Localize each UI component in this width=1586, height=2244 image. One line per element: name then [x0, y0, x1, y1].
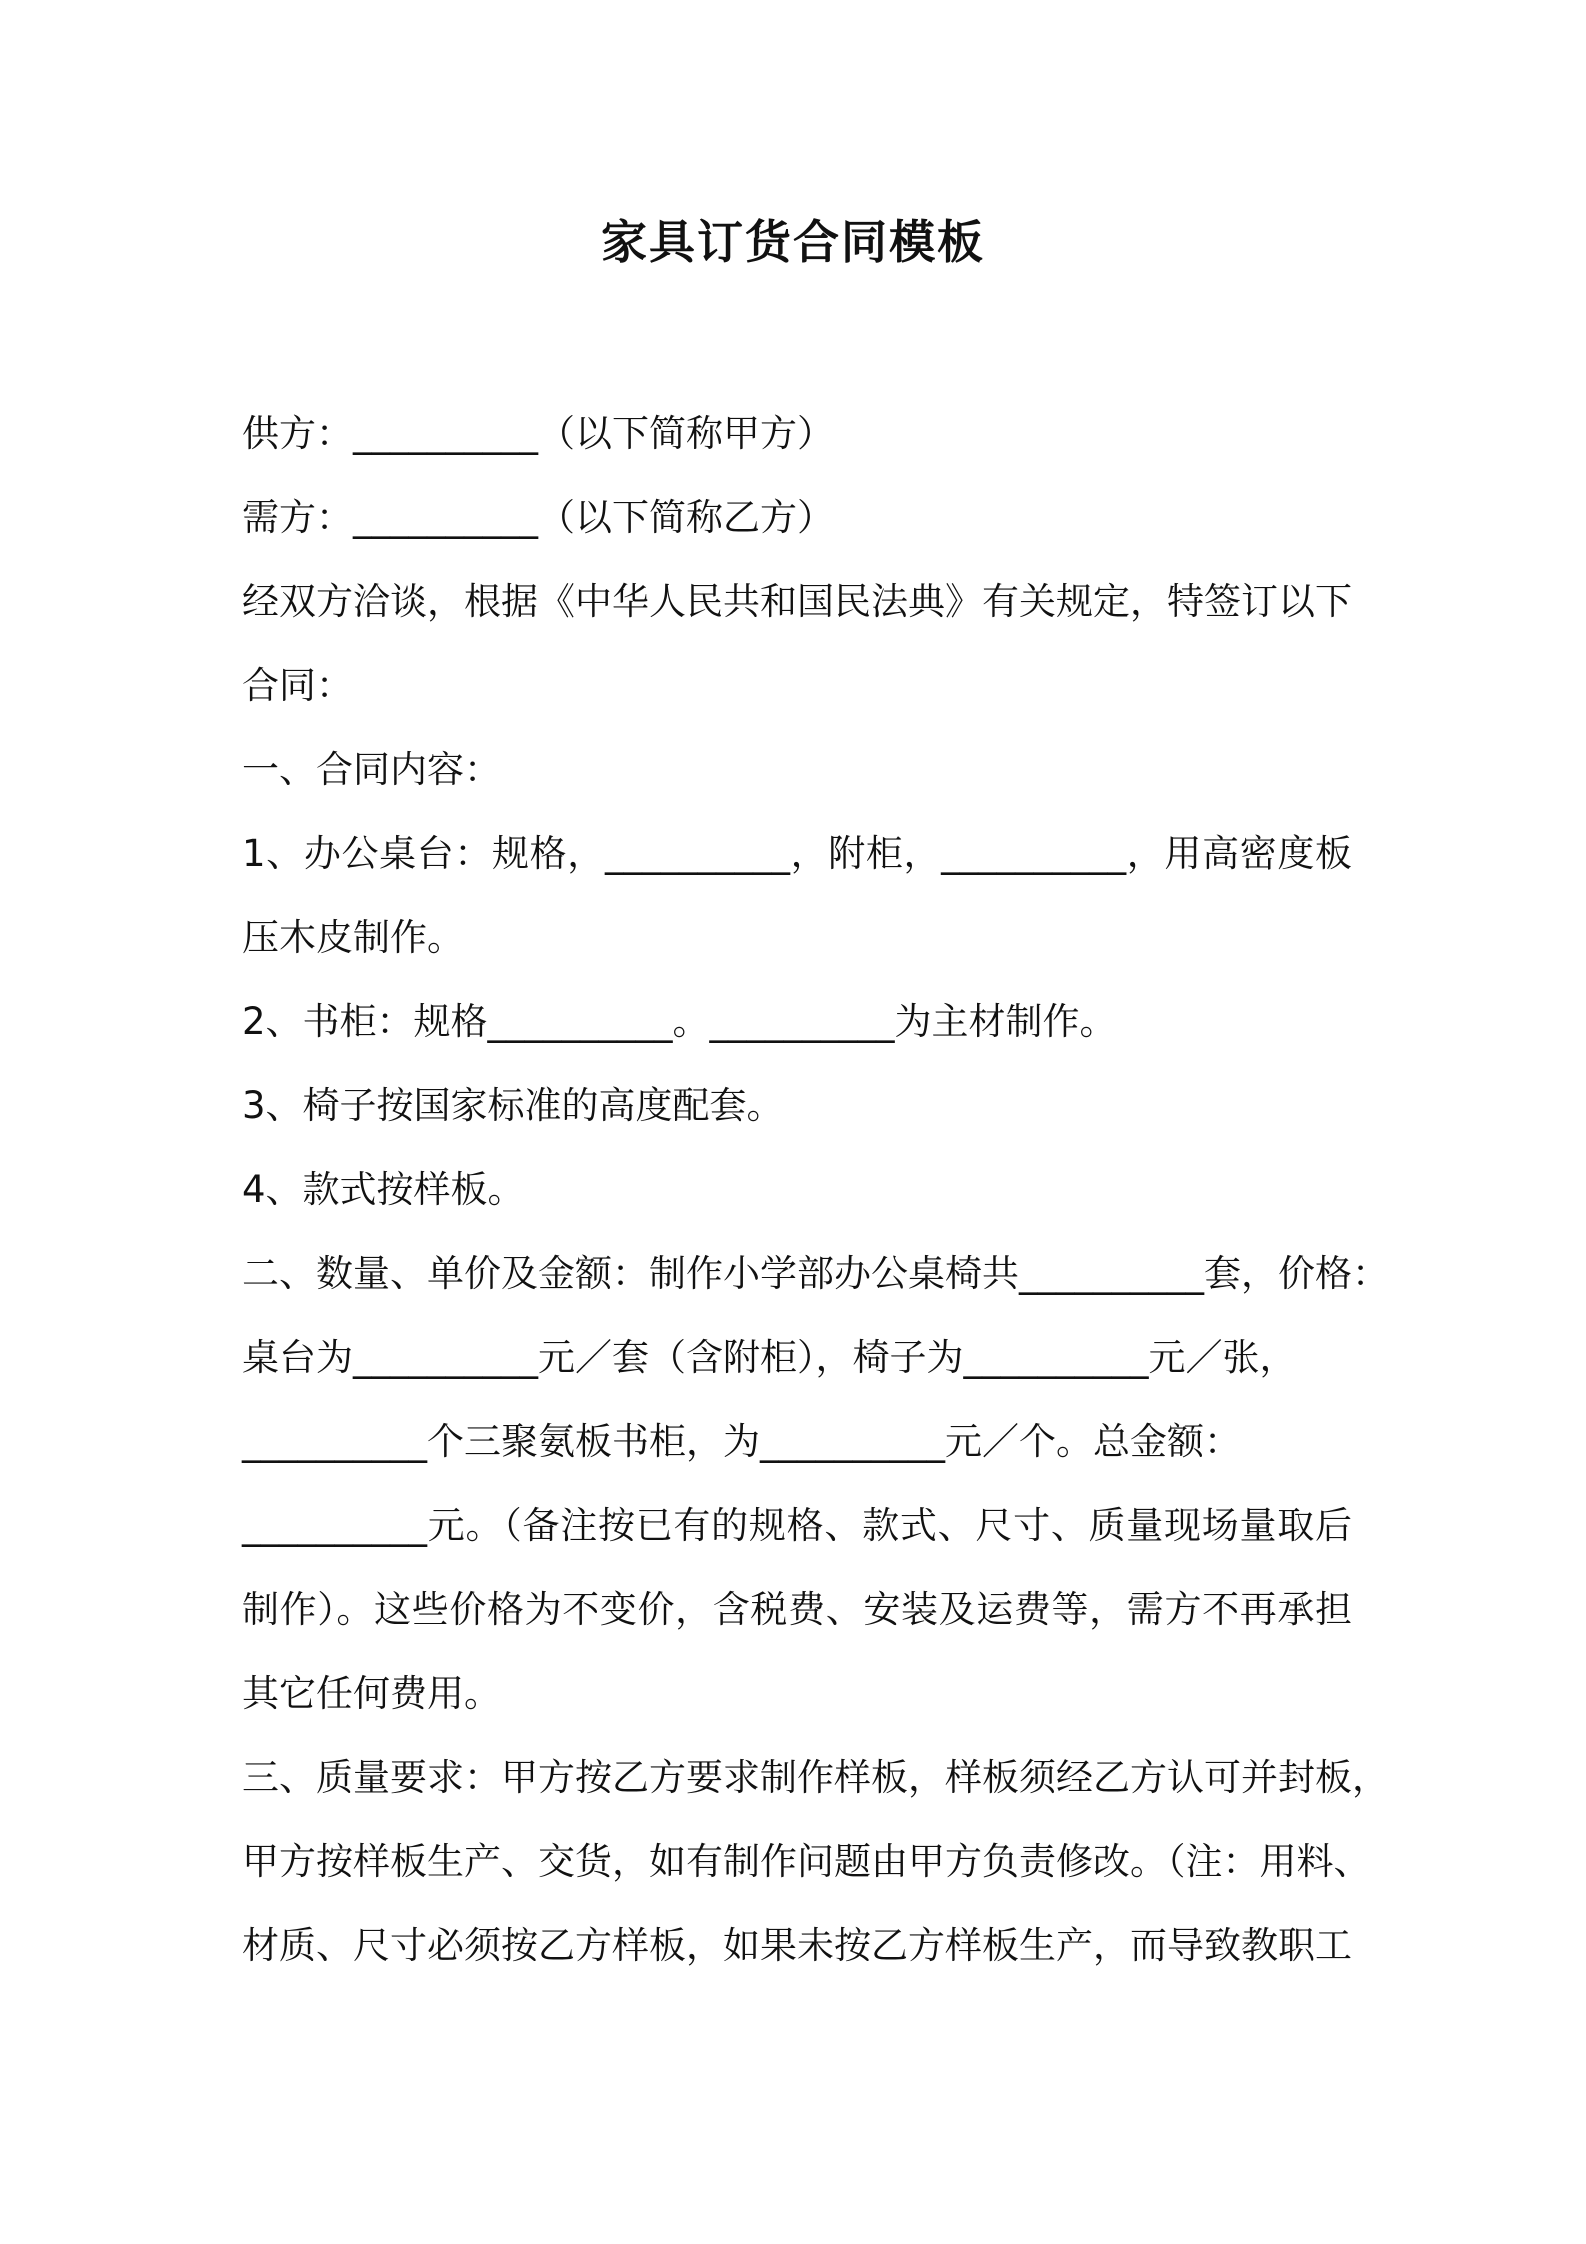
- preamble-line: 合同：: [242, 664, 353, 707]
- section-heading: 三、质量要求：甲方按乙方要求制作样板，样板须经乙方认可并封板，: [242, 1756, 1389, 1799]
- clause-line: 其它任何费用。: [242, 1672, 501, 1715]
- clause-line: __________个三聚氨板书柜，为__________元／个。总金额：: [242, 1420, 1241, 1463]
- clause-line: 制作）。这些价格为不变价，含税费、安装及运费等，需方不再承担: [242, 1588, 1352, 1631]
- clause-line: 压木皮制作。: [242, 916, 464, 959]
- buyer-line: 需方：__________（以下简称乙方）: [242, 496, 834, 539]
- clause-line: __________元。（备注按已有的规格、款式、尺寸、质量现场量取后: [242, 1504, 1352, 1547]
- clause-line: 桌台为__________元／套（含附柜），椅子为__________元／张，: [242, 1336, 1297, 1379]
- clause-line: 甲方按样板生产、交货，如有制作问题由甲方负责修改。（注：用料、: [242, 1840, 1371, 1883]
- clause-line: 3、椅子按国家标准的高度配套。: [242, 1084, 784, 1127]
- document-title: 家具订货合同模板: [601, 215, 985, 269]
- section-heading: 一、合同内容：: [242, 748, 501, 791]
- clause-line: 4、款式按样板。: [242, 1168, 525, 1211]
- clause-line: 材质、尺寸必须按乙方样板，如果未按乙方样板生产，而导致教职工: [242, 1924, 1352, 1967]
- supplier-line: 供方：__________（以下简称甲方）: [242, 412, 834, 455]
- clause-line: 2、书柜：规格__________。__________为主材制作。: [242, 1000, 1117, 1043]
- clause-line: 1、办公桌台：规格，__________，附柜，__________，用高密度板: [242, 832, 1352, 875]
- preamble-line: 经双方洽谈，根据《中华人民共和国民法典》有关规定，特签订以下: [242, 580, 1352, 623]
- section-heading: 二、数量、单价及金额：制作小学部办公桌椅共__________套，价格：: [242, 1252, 1389, 1295]
